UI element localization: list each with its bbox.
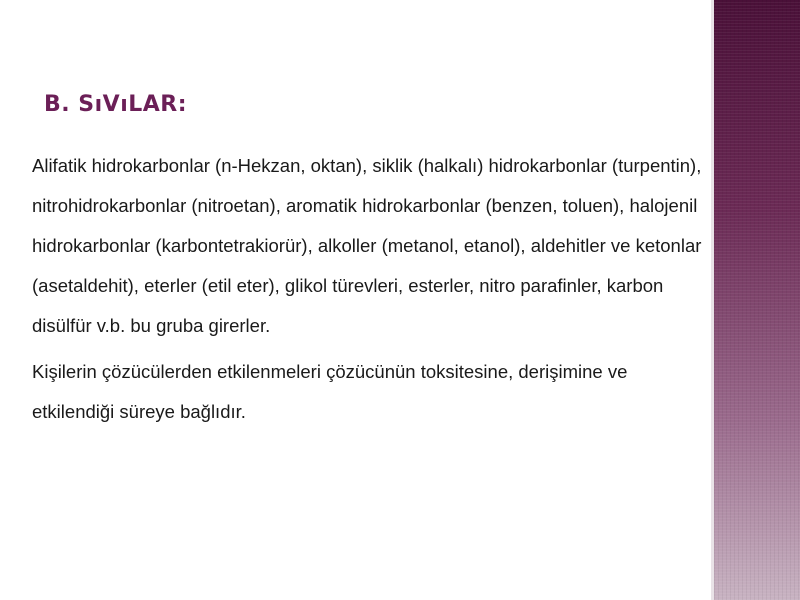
slide-body [32,146,712,432]
paragraph-effects: Kişilerin çözücülerden etkilenmeleri çözücünün toksitesine, derişimine ve etkilendiği süreye bağlıdır. [32,361,628,422]
slide-title: B. SıVıLAR: [44,92,188,117]
decorative-side-band [714,0,800,600]
paragraph-solvents-list: Alifatik hidrokarbonlar (n-Hekzan, oktan), siklik (halkalı) hidrokarbonlar (turpentin), nitrohidrokarbonlar (nitroetan), aromatik hidrokarbonlar (benzen, toluen), halojenil hidrokarbonlar (karbontetrakiorür), alkoller (metanol, etanol), aldehitler ve ketonlar (asetaldehit), eterler (etil eter), glikol türevleri, esterler, nitro parafinler, karbon disülfür v.b. bu gruba girerler. [32,155,702,336]
